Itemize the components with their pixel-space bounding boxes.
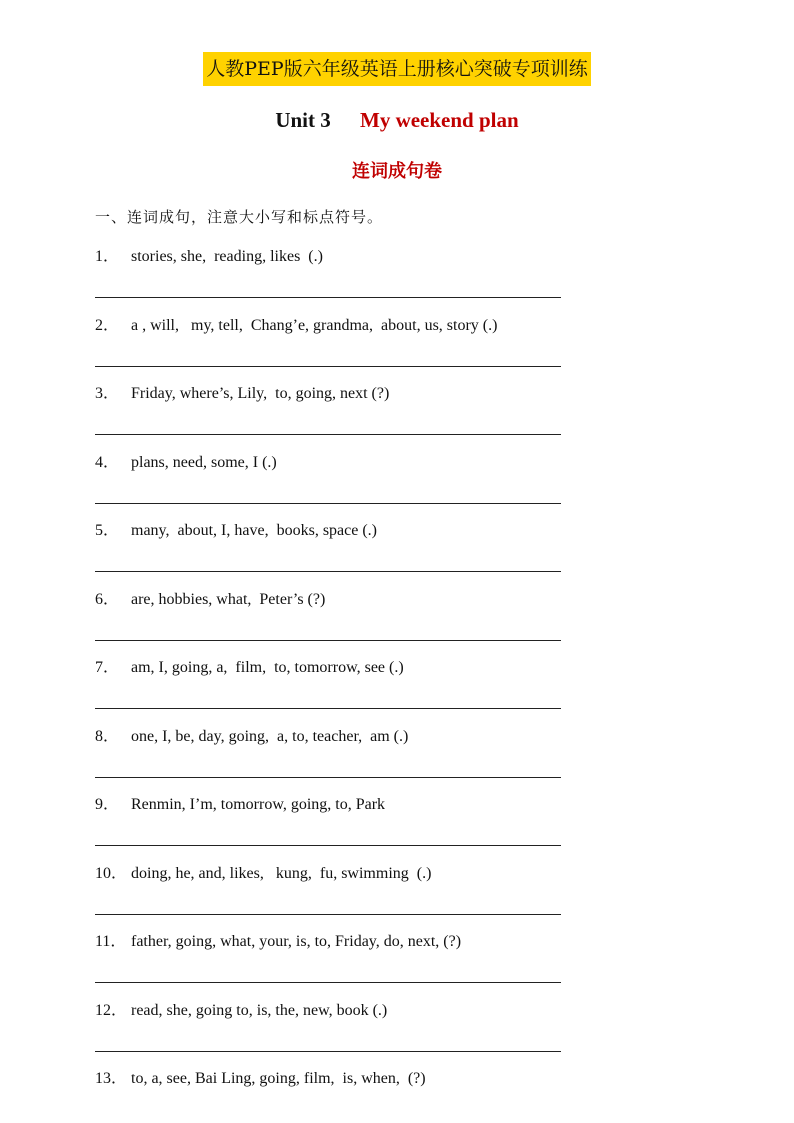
- unit-heading: [0, 108, 794, 133]
- question-number: 7．: [95, 659, 120, 676]
- question-number: 4．: [95, 453, 120, 471]
- answer-line[interactable]: [95, 297, 561, 298]
- question-words: Friday, where’s, Lily, to, going, next (?): [131, 385, 390, 402]
- question-number: 1．: [95, 248, 120, 265]
- answer-line[interactable]: [95, 708, 561, 709]
- question-item: [95, 928, 565, 951]
- banner-text: 人教PEP版六年级英语上册核心突破专项训练: [203, 52, 590, 86]
- question-words: father, going, what, your, is, to, Friday, do, next, (?): [131, 933, 462, 950]
- question-words: doing, he, and, likes, kung, fu, swimming (.): [131, 864, 432, 882]
- question-words: one, I, be, day, going, a, to, teacher, am (.): [131, 727, 409, 745]
- question-number: 8．: [95, 727, 120, 745]
- question-item: [95, 654, 565, 677]
- question-number: 10．: [95, 864, 128, 882]
- question-words: are, hobbies, what, Peter’s (?): [131, 590, 326, 608]
- question-words: many, about, I, have, books, space (.): [131, 522, 377, 539]
- question-number: 3．: [95, 385, 120, 402]
- answer-line[interactable]: [95, 777, 561, 778]
- question-item: [95, 791, 565, 814]
- question-words: Renmin, I’m, tomorrow, going, to, Park: [131, 796, 386, 813]
- question-words: stories, she, reading, likes (.): [131, 248, 323, 265]
- question-number: 9．: [95, 796, 120, 813]
- question-item: [95, 723, 565, 746]
- question-number: 12．: [95, 1001, 128, 1019]
- question-words: plans, need, some, I (.): [131, 453, 277, 471]
- question-item: [95, 586, 565, 609]
- question-words: am, I, going, a, film, to, tomorrow, see (.): [131, 659, 404, 676]
- answer-line[interactable]: [95, 914, 561, 915]
- question-item: [95, 997, 565, 1020]
- answer-line[interactable]: [95, 434, 561, 435]
- answer-line[interactable]: [95, 640, 561, 641]
- question-item: [95, 312, 565, 335]
- section-instruction: 一、连词成句，注意大小写和标点符号。: [95, 208, 384, 226]
- question-item: [95, 243, 565, 266]
- answer-line[interactable]: [95, 571, 561, 572]
- answer-line[interactable]: [95, 845, 561, 846]
- question-words: read, she, going to, is, the, new, book (.): [131, 1001, 388, 1019]
- question-words: a , will, my, tell, Chang’e, grandma, about, us, story (.): [131, 316, 498, 334]
- question-number: 6．: [95, 590, 120, 608]
- question-number: 13．: [95, 1070, 128, 1087]
- unit-title: My weekend plan: [360, 108, 519, 132]
- question-number: 11．: [95, 933, 127, 950]
- question-item: [95, 860, 565, 883]
- question-words: to, a, see, Bai Ling, going, film, is, when, (?): [131, 1070, 426, 1087]
- question-item: [95, 517, 565, 540]
- question-number: 2．: [95, 316, 120, 334]
- question-item: [95, 449, 565, 472]
- question-item: [95, 1065, 565, 1088]
- worksheet-banner: [0, 54, 794, 81]
- worksheet-subtitle: 连词成句卷: [352, 161, 442, 182]
- answer-line[interactable]: [95, 366, 561, 367]
- answer-line[interactable]: [95, 503, 561, 504]
- unit-number: Unit 3: [275, 108, 331, 132]
- question-item: [95, 380, 565, 403]
- answer-line[interactable]: [95, 982, 561, 983]
- question-number: 5．: [95, 522, 120, 539]
- answer-line[interactable]: [95, 1051, 561, 1052]
